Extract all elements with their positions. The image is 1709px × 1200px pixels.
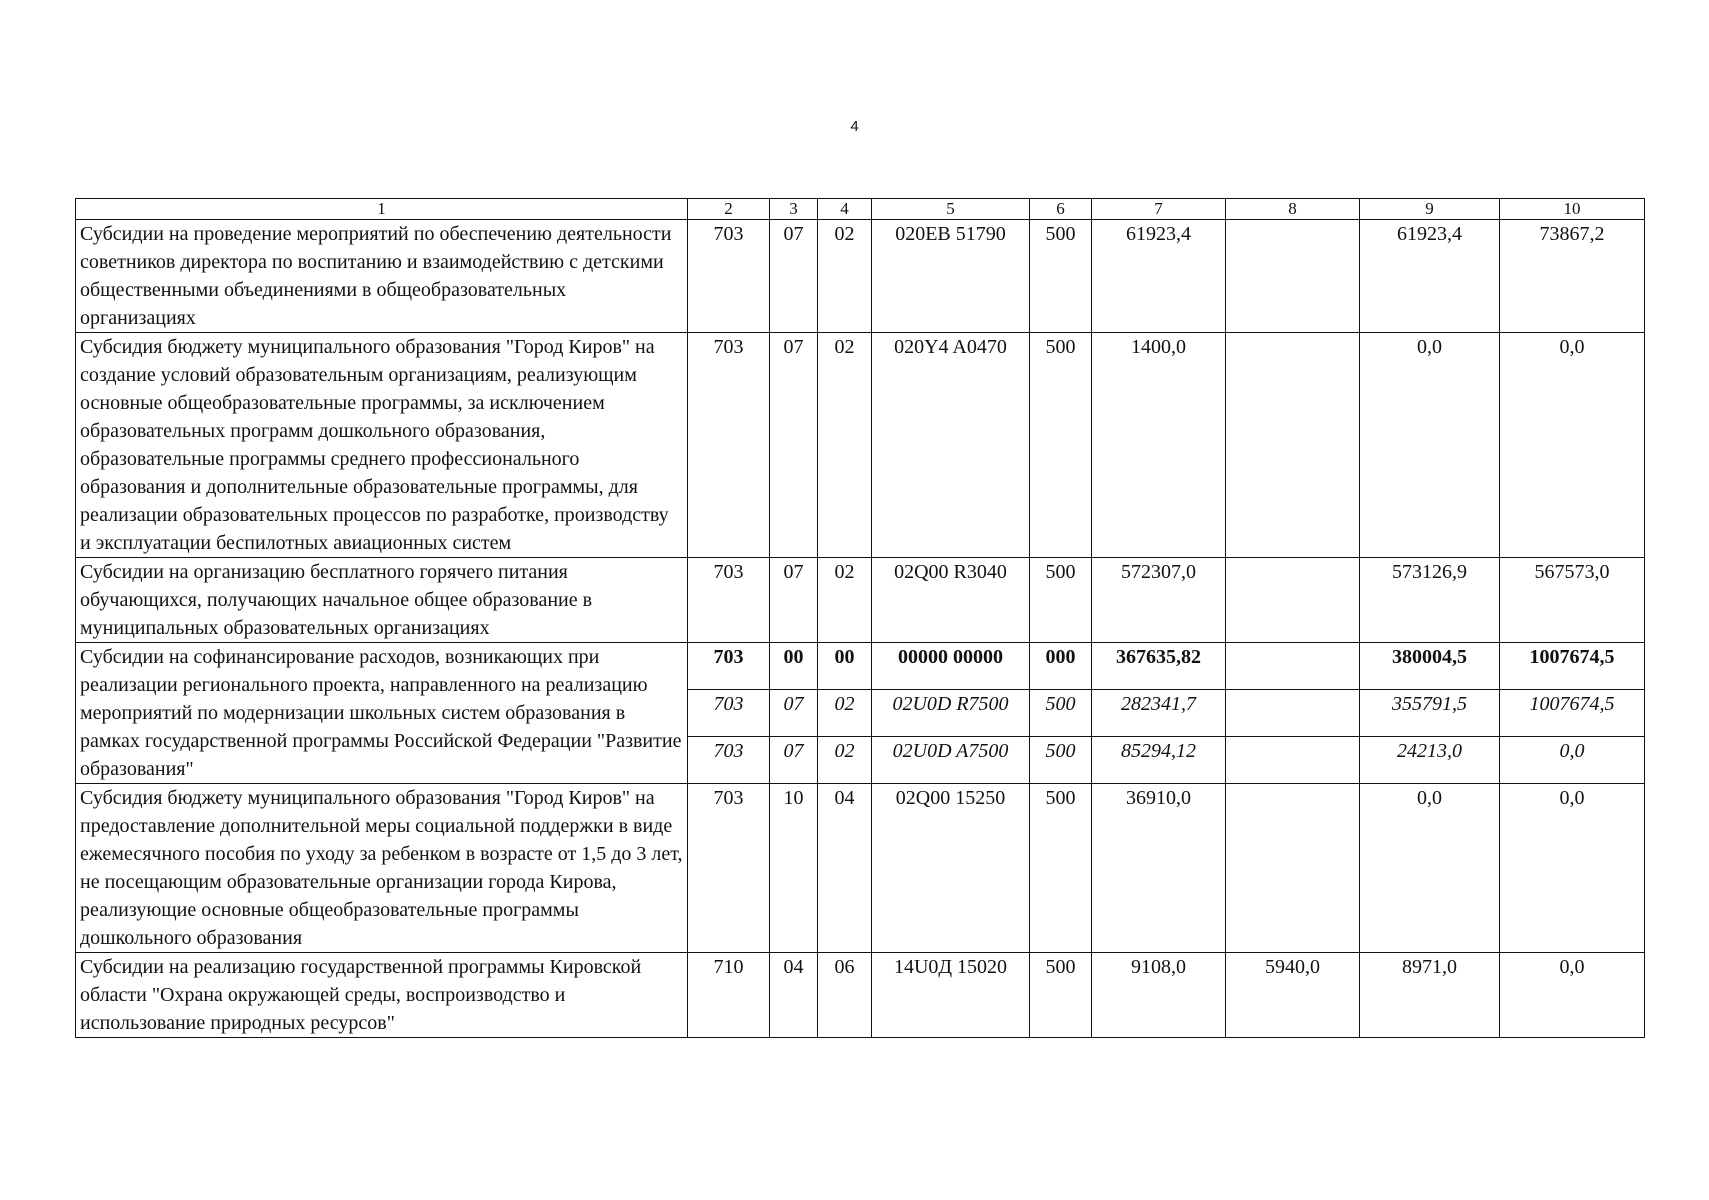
cell-col3: 00 bbox=[770, 643, 818, 690]
cell-col8: 5940,0 bbox=[1226, 953, 1360, 1038]
cell-col3: 04 bbox=[770, 953, 818, 1038]
cell-col4: 02 bbox=[818, 737, 872, 784]
row-description: Субсидии на проведение мероприятий по обеспечению деятельности советников директора по воспитанию и взаимодействию с детскими общественными объединениями в общеобразовательных организациях bbox=[76, 220, 688, 333]
cell-col9: 0,0 bbox=[1360, 784, 1500, 953]
cell-col3: 07 bbox=[770, 737, 818, 784]
table-row bbox=[76, 333, 1645, 558]
cell-col4: 02 bbox=[818, 690, 872, 737]
cell-col8 bbox=[1226, 643, 1360, 690]
row-description: Субсидии на организацию бесплатного горячего питания обучающихся, получающих начальное общее образование в муниципальных образовательных организациях bbox=[76, 558, 688, 643]
cell-col5: 02Q00 R3040 bbox=[872, 558, 1030, 643]
table-row bbox=[76, 558, 1645, 643]
cell-col2: 703 bbox=[688, 784, 770, 953]
cell-col2: 703 bbox=[688, 737, 770, 784]
cell-col8 bbox=[1226, 690, 1360, 737]
cell-col7: 367635,82 bbox=[1092, 643, 1226, 690]
cell-col7: 36910,0 bbox=[1092, 784, 1226, 953]
cell-col2: 703 bbox=[688, 220, 770, 333]
cell-col10: 0,0 bbox=[1500, 953, 1645, 1038]
cell-col9: 380004,5 bbox=[1360, 643, 1500, 690]
cell-col7: 572307,0 bbox=[1092, 558, 1226, 643]
column-header: 3 bbox=[770, 199, 818, 220]
cell-col8 bbox=[1226, 784, 1360, 953]
cell-col7: 1400,0 bbox=[1092, 333, 1226, 558]
cell-col8 bbox=[1226, 558, 1360, 643]
cell-col6: 500 bbox=[1030, 690, 1092, 737]
column-header: 6 bbox=[1030, 199, 1092, 220]
cell-col9: 0,0 bbox=[1360, 333, 1500, 558]
column-header: 8 bbox=[1226, 199, 1360, 220]
cell-col2: 703 bbox=[688, 333, 770, 558]
cell-col7: 282341,7 bbox=[1092, 690, 1226, 737]
row-description: Субсидия бюджету муниципального образования "Город Киров" на предоставление дополнительной меры социальной поддержки в виде ежемесячного пособия по уходу за ребенком в возрасте от 1,5 до 3 лет, не посещающим образовательные организации города Кирова, реализующие основные общеобразовательные программы дошкольного образования bbox=[76, 784, 688, 953]
cell-col3: 07 bbox=[770, 558, 818, 643]
column-header: 5 bbox=[872, 199, 1030, 220]
cell-col5: 00000 00000 bbox=[872, 643, 1030, 690]
cell-col9: 61923,4 bbox=[1360, 220, 1500, 333]
cell-col5: 02U0D A7500 bbox=[872, 737, 1030, 784]
cell-col9: 355791,5 bbox=[1360, 690, 1500, 737]
cell-col6: 500 bbox=[1030, 737, 1092, 784]
cell-col6: 500 bbox=[1030, 558, 1092, 643]
cell-col10: 0,0 bbox=[1500, 737, 1645, 784]
cell-col4: 06 bbox=[818, 953, 872, 1038]
page-number: 4 bbox=[850, 118, 859, 135]
cell-col8 bbox=[1226, 333, 1360, 558]
cell-col9: 8971,0 bbox=[1360, 953, 1500, 1038]
cell-col3: 07 bbox=[770, 690, 818, 737]
cell-col6: 500 bbox=[1030, 333, 1092, 558]
cell-col7: 85294,12 bbox=[1092, 737, 1226, 784]
cell-col4: 02 bbox=[818, 333, 872, 558]
cell-col6: 000 bbox=[1030, 643, 1092, 690]
cell-col2: 703 bbox=[688, 643, 770, 690]
cell-col3: 10 bbox=[770, 784, 818, 953]
cell-col2: 710 bbox=[688, 953, 770, 1038]
cell-col4: 04 bbox=[818, 784, 872, 953]
table-row bbox=[76, 784, 1645, 953]
cell-col4: 02 bbox=[818, 558, 872, 643]
cell-col6: 500 bbox=[1030, 953, 1092, 1038]
column-header: 4 bbox=[818, 199, 872, 220]
column-number-row bbox=[76, 199, 1645, 220]
cell-col10: 567573,0 bbox=[1500, 558, 1645, 643]
cell-col5: 020Y4 A0470 bbox=[872, 333, 1030, 558]
cell-col8 bbox=[1226, 220, 1360, 333]
cell-col10: 0,0 bbox=[1500, 784, 1645, 953]
cell-col3: 07 bbox=[770, 220, 818, 333]
cell-col5: 14U0Д 15020 bbox=[872, 953, 1030, 1038]
cell-col2: 703 bbox=[688, 690, 770, 737]
cell-col8 bbox=[1226, 737, 1360, 784]
row-description: Субсидии на софинансирование расходов, возникающих при реализации регионального проекта, направленного на реализацию мероприятий по модернизации школьных систем образования в рамках государственной программы Российской Федерации "Развитие образования" bbox=[76, 643, 688, 784]
cell-col9: 573126,9 bbox=[1360, 558, 1500, 643]
column-header: 9 bbox=[1360, 199, 1500, 220]
cell-col5: 02Q00 15250 bbox=[872, 784, 1030, 953]
cell-col9: 24213,0 bbox=[1360, 737, 1500, 784]
cell-col4: 00 bbox=[818, 643, 872, 690]
cell-col6: 500 bbox=[1030, 784, 1092, 953]
cell-col3: 07 bbox=[770, 333, 818, 558]
cell-col10: 1007674,5 bbox=[1500, 643, 1645, 690]
cell-col7: 61923,4 bbox=[1092, 220, 1226, 333]
cell-col10: 73867,2 bbox=[1500, 220, 1645, 333]
column-header: 7 bbox=[1092, 199, 1226, 220]
row-description: Субсидии на реализацию государственной программы Кировской области "Охрана окружающей среды, воспроизводство и использование природных ресурсов" bbox=[76, 953, 688, 1038]
table-row-total bbox=[76, 643, 1645, 690]
cell-col4: 02 bbox=[818, 220, 872, 333]
cell-col2: 703 bbox=[688, 558, 770, 643]
column-header: 2 bbox=[688, 199, 770, 220]
cell-col10: 0,0 bbox=[1500, 333, 1645, 558]
cell-col5: 020EВ 51790 bbox=[872, 220, 1030, 333]
budget-table bbox=[75, 198, 1645, 1038]
table-row bbox=[76, 953, 1645, 1038]
column-header: 1 bbox=[76, 199, 688, 220]
cell-col7: 9108,0 bbox=[1092, 953, 1226, 1038]
column-header: 10 bbox=[1500, 199, 1645, 220]
cell-col10: 1007674,5 bbox=[1500, 690, 1645, 737]
row-description: Субсидия бюджету муниципального образования "Город Киров" на создание условий образовательным организациям, реализующим основные общеобразовательные программы, за исключением образовательных программ дошкольного образования, образовательные программы среднего профессионального образования и дополнительные образовательные программы, для реализации образовательных процессов по разработке, производству и эксплуатации беспилотных авиационных систем bbox=[76, 333, 688, 558]
cell-col6: 500 bbox=[1030, 220, 1092, 333]
table-row bbox=[76, 220, 1645, 333]
cell-col5: 02U0D R7500 bbox=[872, 690, 1030, 737]
